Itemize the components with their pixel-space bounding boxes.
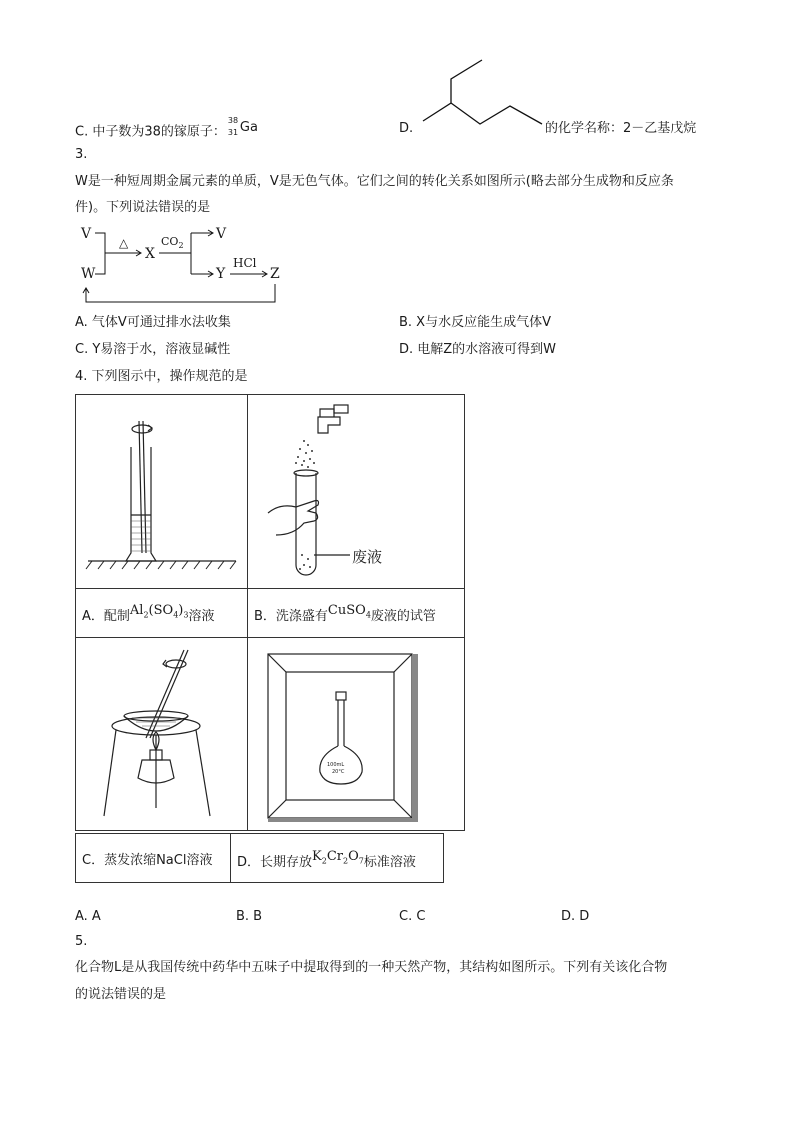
nuclide-notation — [227, 116, 240, 143]
panel-d-image — [247, 637, 465, 831]
formula-cuso4: CuSO$_4$ — [327, 603, 371, 620]
caption-c-text: C．蒸发浓缩NaCl溶液 — [82, 853, 213, 868]
flask-temperature-label: 20°C — [332, 769, 345, 775]
heat-symbol: △ — [119, 236, 129, 250]
element-symbol: Ga — [239, 119, 258, 135]
q2-option-c — [75, 116, 258, 143]
q4-answer-b: B. B — [236, 909, 263, 924]
reaction-scheme — [75, 222, 295, 308]
caption-d-text: D．长期存放 — [237, 855, 313, 870]
q3-option-a: A. 气体V可通过排水法收集 — [75, 315, 231, 330]
q4-answer-d: D. D — [561, 909, 590, 924]
scheme-v: V — [81, 226, 92, 242]
skeletal-formula — [420, 56, 545, 126]
mass-number: 38 — [227, 116, 239, 125]
scheme-z: Z — [270, 266, 280, 282]
formula-al2so43: $Al_2(SO_4)_3$ — [129, 603, 189, 620]
scheme-v-product: V — [216, 226, 227, 242]
panel-c-image — [75, 637, 248, 831]
q4-answer-c: C. C — [399, 909, 426, 924]
scheme-w: W — [81, 266, 96, 282]
volumetric-flask-illustration — [248, 638, 466, 832]
q5-stem-line2: 的说法错误的是 — [75, 987, 167, 1002]
panel-b-caption: B．洗涤盛有CuSO$_4$废液的试管 — [247, 588, 465, 638]
evaporating-dish-illustration — [76, 638, 249, 832]
panel-c-caption — [75, 833, 231, 883]
formula-k2cr2o7: $K_2Cr_2O_7$ — [312, 849, 364, 866]
atomic-number: 31 — [227, 128, 239, 137]
q4-stem: 4. 下列图示中，操作规范的是 — [75, 369, 248, 384]
caption-b-text: B．洗涤盛有 — [254, 609, 328, 624]
q3-stem-line2: 件)。下列说法错误的是 — [75, 200, 211, 215]
q5-number: 5. — [75, 934, 88, 949]
q3-stem-line1: W是一种短周期金属元素的单质，V是无色气体。它们之间的转化关系如图所示(略去部分生成物和反应条 — [75, 174, 674, 189]
co2-label: $CO_2$ — [161, 235, 184, 251]
panel-b-image — [247, 394, 465, 589]
q5-stem-line1: 化合物L是从我国传统中药华中五味子中提取得到的一种天然产物，其结构如图所示。下列有关该化合物 — [75, 960, 668, 975]
q4-answer-a: A. A — [75, 909, 101, 924]
q2-option-d — [545, 121, 696, 137]
hcl-label: HCl — [233, 256, 257, 270]
flask-volume-label: 100mL — [327, 762, 345, 768]
panel-d-caption: D．长期存放$K_2Cr_2O_7$标准溶液 — [230, 833, 444, 883]
compound-name: 2－乙基戊烷 — [623, 121, 697, 136]
q3-option-b: B. X与水反应能生成气体V — [399, 315, 551, 330]
waste-liquid-label: 废液 — [352, 548, 383, 566]
q2-option-c-text: C. 中子数为38的镓原子： — [75, 124, 226, 140]
caption-a-text: A．配制 — [82, 609, 130, 624]
q3-option-c: C. Y易溶于水，溶液显碱性 — [75, 342, 231, 357]
graduated-cylinder-illustration — [76, 395, 249, 590]
q3-number: 3. — [75, 147, 88, 162]
q2-option-d-label: D. — [399, 121, 414, 136]
q2-option-d-text: 的化学名称： — [545, 121, 624, 136]
q3-option-d: D. 电解Z的水溶液可得到W — [399, 342, 557, 357]
scheme-y: Y — [216, 266, 226, 282]
panel-a-caption: A．配制$Al_2(SO_4)_3$溶液 — [75, 588, 248, 638]
scheme-arrows — [75, 222, 295, 308]
scheme-x: X — [145, 246, 155, 262]
panel-a-image — [75, 394, 248, 589]
